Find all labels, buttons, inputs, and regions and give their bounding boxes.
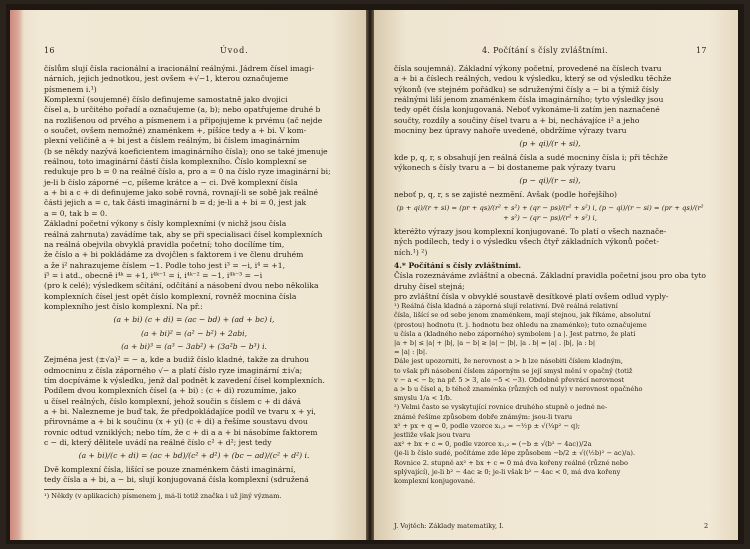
left-paragraphs-3: [44, 465, 344, 486]
text-line: součty, rozdíly a součiny čísel tvaru a + bi, nechávajíce i² a jeho: [394, 115, 640, 125]
text-line: Čísla rozeznáváme zvláštní a obecná. Základní pravidla početní jsou pro oba tyto druhy čísel stejná;: [394, 271, 706, 291]
page-number-right: 17: [696, 46, 707, 55]
footer-signature: 2: [704, 522, 709, 530]
right-body: [394, 64, 706, 486]
footnote-line: = |a| : |b|.: [394, 348, 428, 357]
text-line: části jejich a = c, tak části imaginární b = d; je-li a + bi = 0, jest jak: [44, 198, 307, 208]
footnote-line: jestliže však jsou tvaru: [394, 431, 471, 440]
left-paragraphs: [44, 64, 344, 312]
text-line: ních.¹) ²): [394, 247, 428, 257]
text-line: komplexních čísel jest opět číslo komplexní, rovněž mocnina čísla: [44, 291, 297, 301]
footnote-line: Rovnice 2. stupně ax² + bx + c = 0 má dva kořeny reálné (různé nebo: [394, 458, 628, 467]
page-number: 16: [44, 46, 55, 55]
book-spine: [366, 10, 374, 540]
text-line: o součet, ovšem nemožné) znaménkem +, píšíce tedy a + bi. V kom-: [44, 126, 307, 136]
text-line: u čísel reálných, číslo komplexní, jehož součin s číslem c + di dává: [44, 396, 301, 406]
formula-line: (a + bi) (c + di) = (ac − bd) + (ad + bc) i,: [113, 315, 275, 325]
formula-3: (p + qi)/(r + si) = (pr + qs)/(r² + s²) + (qr − ps)/(r² + s²) i, (p − qi)/(r − si) = (pr + qs)/(r² + s²) − (qr − ps)/(r² + s²) i,: [396, 204, 704, 223]
left-body: [44, 64, 344, 502]
text-line: výkonech s čísly tvaru a − bi dostaneme pak výrazy tvaru: [394, 163, 616, 173]
text-line: Zejména jest (±√a)² = − a, kde a budiž číslo kladné, takže za druhou: [44, 355, 310, 365]
text-line: kde p, q, r, s obsahují jen reálná čísla a sudé mocniny čísla i; při těchže: [394, 152, 668, 162]
text-line: kteréžto výrazy jsou komplexní konjugované. To platí o všech naznače-: [394, 226, 667, 236]
text-line: pro zvláštní čísla v obvyklé soustavě desítkové platí ovšem odlud vyply-: [394, 291, 669, 301]
text-line: neboť p, q, r, s se zajisté nezmění. Avšak (podle hořejšího): [394, 189, 617, 199]
right-paragraphs-3: [394, 190, 706, 200]
text-line: reálnými liší jenom znaménkem čísla imaginárního; tyto výsledky jsou: [394, 95, 664, 105]
footnote-line: smyslu 1/a < 1/b.: [394, 394, 452, 403]
formula-line: (a + bi)³ = (a³ − 3ab²) + (3a²b − b³) i.: [121, 341, 267, 351]
footnote-line: to však při násobení číslem záporným se její smysl mění v opačný (totiž: [394, 366, 633, 375]
text-line: písmenem i.¹): [44, 84, 97, 94]
text-line: čísla soujemná). Základní výkony početní, provedené na číslech tvaru: [394, 64, 662, 73]
footnote-line: x² + px + q = 0, podle vzorce x₁,₂ = −½p ± √(¼p² − q);: [394, 421, 581, 430]
footnote-rule: [44, 489, 134, 490]
text-line: a = 0, tak b = 0.: [44, 208, 108, 218]
text-line: reálná zahrnuta) zavádíme tak, aby se při specialisaci čísel komplexních: [44, 229, 323, 239]
footnote-line: známé řešíme způsobem dobře známým: jsou-li tvaru: [394, 412, 573, 421]
text-line: (pro k celé); výsledkem sčítání, odčítání a násobení dvou nebo několika: [44, 281, 319, 291]
footnote-line: (je-li b číslo sudé, počítáme zde lépe způsobem −b/2 ± √((½b)² − ac)/a).: [394, 449, 635, 458]
footnote-line: splývající), je-li b² − 4ac ≥ 0; je-li však b² − 4ac < 0, má dva kořeny: [394, 467, 621, 476]
footnote-line: v − a < − b; na př. 5 > 3, ale −5 < −3). Obdobně převrácí nerovnost: [394, 375, 625, 384]
text-line: plexní veličině a + bi jest a číslem reálným, bi číslem imaginárním: [44, 136, 300, 146]
text-line: Základní početní výkony s čísly komplexními (v nichž jsou čísla: [44, 219, 287, 229]
text-line: číslům slují čísla racionální a iracionální reálnými. Jádrem čísel imagi-: [44, 64, 315, 73]
open-book: [6, 4, 744, 544]
footnote-line: ax² + bx + c = 0, podle vzorce x₁,₂ = (−b ± √(b² − 4ac))/2a: [394, 440, 592, 449]
text-line: a že i² nahrazujeme číslem −1. Podle toho jest i³ = −i, i⁴ = +1,: [44, 260, 286, 270]
text-line: mocniny bez úpravy nahoře uvedené, obdržíme výrazy tvaru: [394, 126, 627, 136]
text-line: c − di, který dělitele uvádí na reálné číslo c² + d²; jest tedy: [44, 438, 272, 448]
text-line: odmocninu z čísla záporného √− a platí číslo ryze imaginární ±i√a;: [44, 365, 303, 375]
right-paragraphs-4: [394, 227, 706, 258]
text-line: čísel a, b určitého pořadí a označujeme (a, b); nebo opatřujeme druhé b: [44, 105, 321, 115]
text-line: Komplexní (soujemné) číslo definujeme samostatně jako dvojici: [44, 95, 288, 105]
right-paragraphs-5: [394, 271, 706, 302]
right-page: [374, 10, 738, 540]
left-page: [10, 10, 366, 540]
text-line: na reálná obejvila obvyklá pravidla početní; toho docílíme tím,: [44, 239, 285, 249]
text-line: reálnou, toto imaginární částí čísla komplexního. Číslo komplexní se: [44, 157, 307, 167]
text-line: je-li b číslo záporné −c, píšeme krátce a − ci. Dvě komplexní čísla: [44, 177, 298, 187]
footnote-line: ²) Velmi často se vyskytující rovnice druhého stupně o jedné ne-: [394, 403, 608, 412]
text-line: a + bi a číslech reálných, vedou k výsledku, který se od výsledku těchže: [394, 74, 672, 84]
left-formulas: [44, 315, 344, 352]
text-line: a + bi a c + di definujeme jako sobě rovná, rovnají-li se sobě jak reálné: [44, 188, 319, 198]
running-head: Úvod.: [220, 46, 249, 55]
division-formula: (a + bi)/(c + di) = (ac + bd)/(c² + d²) + (bc − ad)/(c² + d²) i.: [78, 451, 310, 461]
text-line: redukuje pro b = 0 na reálné číslo a, pro a = 0 na číslo ryze imaginární bi;: [44, 167, 331, 177]
footnote-line: čísla, lišící se od sebe jenom znaménkem, mají stejnou, jak říkáme, absolutní: [394, 311, 651, 320]
footnote-line: |a + b| ≤ |a| + |b|, |a − b| ≥ |a| − |b|, |a . b| = |a| . |b|, |a : b|: [394, 339, 596, 348]
formula-1: (p + qi)/(r + si),: [519, 139, 581, 149]
running-head-right: 4. Počítání s čísly zvláštními.: [482, 46, 608, 55]
text-line: tedy opět čísla konjugovaná. Neboť vykonáme-li zatím jen naznačené: [394, 105, 660, 115]
footer-author: J. Vojtěch: Základy matematiky, I.: [394, 522, 504, 530]
section-title: 4.* Počítání s čísly zvláštními.: [394, 260, 522, 270]
text-line: Podílem dvou komplexních čísel (a + bi) : (c + di) rozumíme, jako: [44, 386, 297, 396]
text-line: na rozlišenou od prvého a písmenem i a připojujeme k prvému (ač nejde: [44, 115, 323, 125]
footnote-line: u čísla a (kladného nebo záporného) symbolem | a |. Jest patrno, že platí: [394, 329, 636, 338]
text-line: tím docpíváme k výsledku, jenž dal podnět k zavedení čísel komplexních.: [44, 375, 325, 385]
footnote-line: (prostou) hodnotu (t. j. hodnotu bez ohledu na znaménko); tuto označujeme: [394, 320, 647, 329]
formula-line: (a + bi)² = (a² − b²) + 2abi,: [140, 328, 247, 338]
formula-2: (p − qi)/(r − si),: [519, 176, 581, 186]
text-line: komplexního jest číslo komplexní. Na př.:: [44, 301, 203, 311]
text-line: Dvě komplexní čísla, lišící se pouze znaménkem části imaginární,: [44, 464, 296, 474]
footnote-line: komplexní konjugované.: [394, 477, 476, 486]
footnote-line: ¹) Reálná čísla kladná a záporná slují relativní. Dvě reálná relativní: [394, 302, 618, 311]
left-footnote: ¹) Někdy (v aplikacích) písmenem j, má-li totiž značka i už jiný význam.: [44, 492, 282, 501]
text-line: přirovnáme a + bi k součinu (x + yi) (c + di) a řešíme soustavu dvou: [44, 417, 308, 427]
text-line: i⁵ = i atd., obecně i⁴ᵏ = +1, i⁴ᵏ⁻¹ = i, i⁴ᵏ⁻² = −1, i⁴ᵏ⁻³ = −i: [44, 270, 263, 280]
text-line: ných podílech, tedy i o výsledku všech čtyř základních výkonů počet-: [394, 237, 659, 247]
text-line: rovnic odtud vzniklých; nebo tím, že c + di a a + bi násobíme faktorem: [44, 427, 318, 437]
right-footnotes: [394, 302, 706, 486]
footnote-line: a > b u čísel a, b téhož znaménka (různých od nuly) v nerovnost opačného: [394, 385, 643, 394]
text-line: nárních, jejich jednotkou, jest ovšem +√−1, kterou označujeme: [44, 74, 289, 84]
text-line: tedy čísla a + bi, a − bi, slují konjugovaná čísla komplexní (sdružená: [44, 475, 309, 485]
text-line: že číslo a + bi pokládáme za dvojčlen s faktorem i ve členu druhém: [44, 250, 304, 260]
text-line: a + bi. Nalezneme je buď tak, že předpokládajíce podíl ve tvaru x + yi,: [44, 407, 316, 416]
left-paragraphs-2: [44, 355, 344, 448]
footnote-line: Dále jest upozorniti, že nerovnost a > b lze násobiti číslem kladným,: [394, 357, 623, 366]
right-paragraphs-2: [394, 153, 706, 174]
page-edge: [10, 10, 24, 540]
right-paragraphs: [394, 64, 706, 136]
text-line: (b se někdy nazývá koeficientem imaginárního čísla); ono se také jmenuje: [44, 146, 328, 156]
text-line: výkonů (ve stejném pořádku) se sdruženými čísly a − bi a týmiž čísly: [394, 84, 659, 94]
